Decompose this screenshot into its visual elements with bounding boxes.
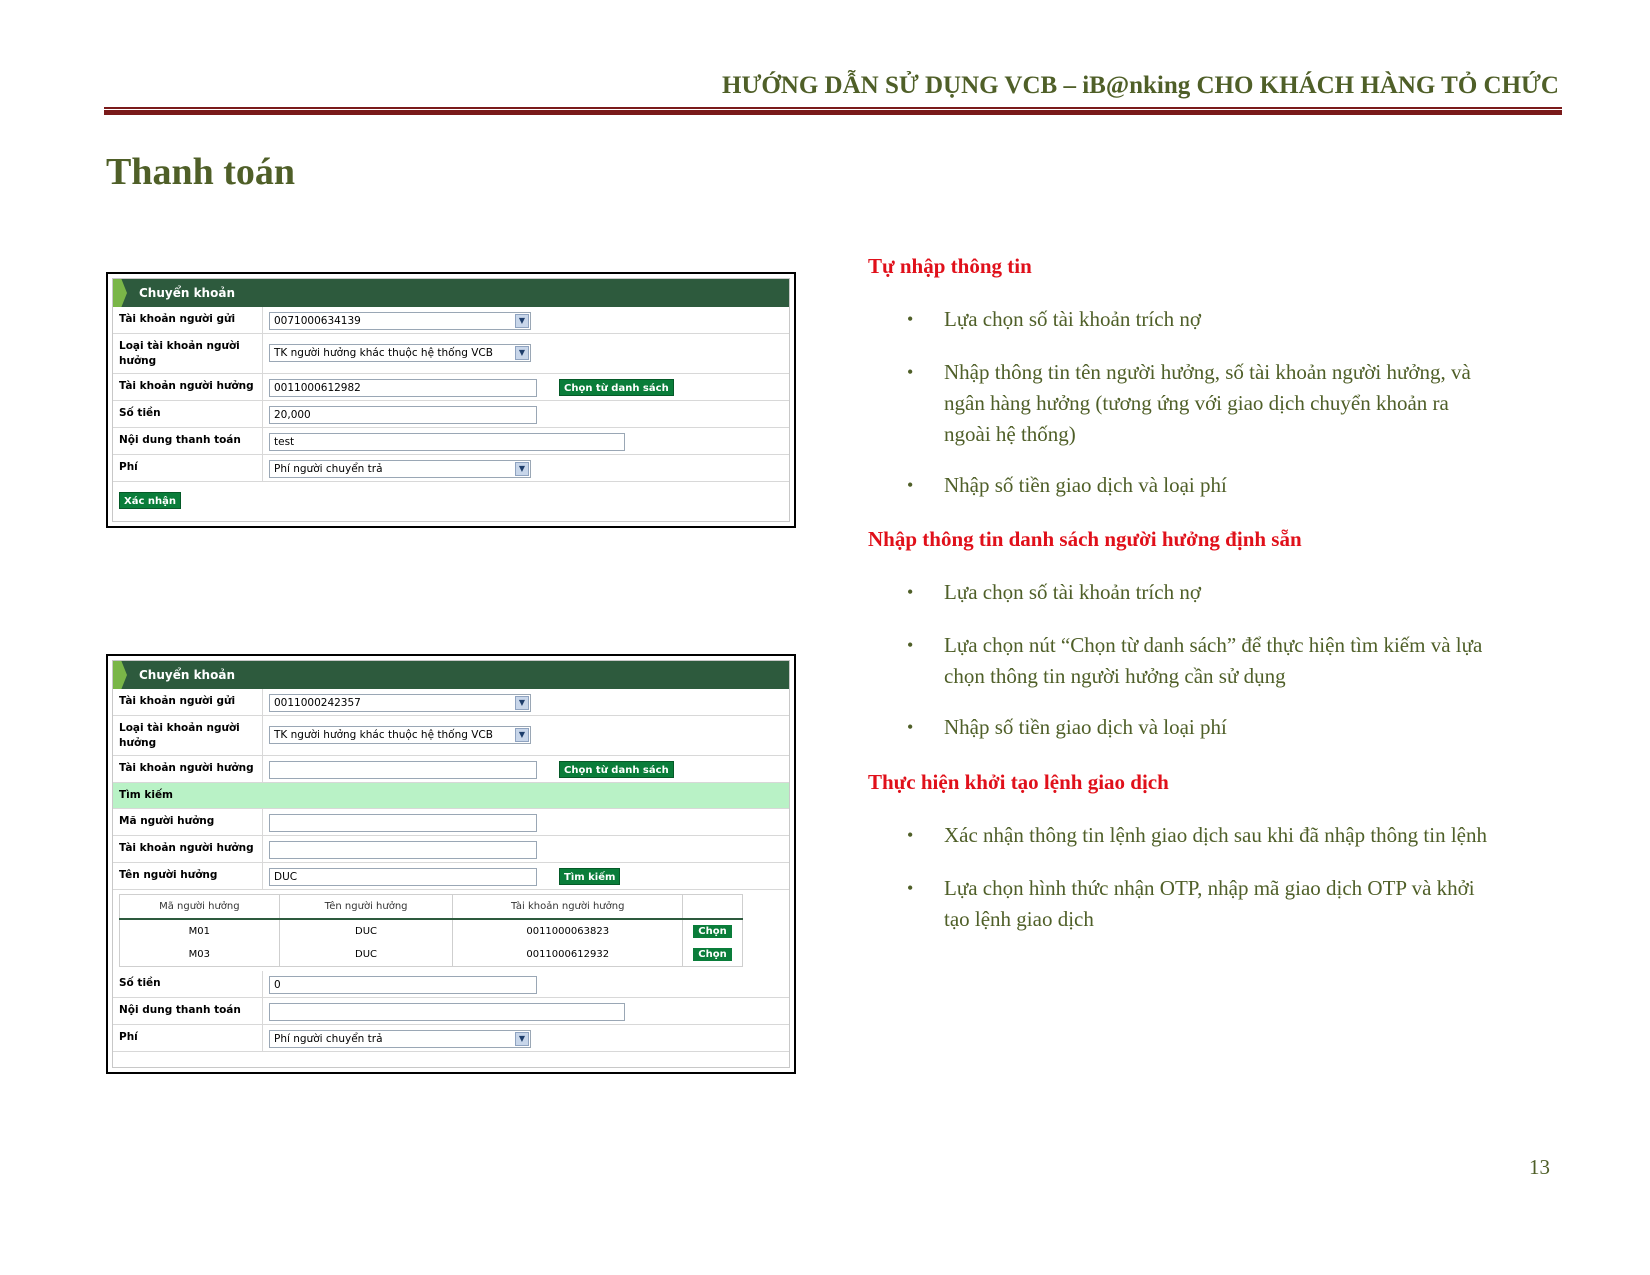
chevron-down-icon: ▼: [515, 462, 529, 476]
column-header: [683, 895, 743, 919]
beneficiary-account-cell: 0011000063823: [453, 919, 683, 943]
chevron-down-icon: ▼: [515, 728, 529, 742]
bullet-text: chọn thông tin người hưởng cần sử dụng: [944, 664, 1286, 688]
panel-title: Chuyển khoản: [139, 286, 235, 300]
bullet-text: Lựa chọn hình thức nhận OTP, nhập mã giao dịch OTP và khởi: [944, 876, 1475, 900]
beneficiary-type-select[interactable]: [269, 344, 531, 362]
beneficiary-account-input[interactable]: 0011000612982: [269, 379, 537, 397]
bullet-text: ngoài hệ thống): [944, 422, 1076, 446]
beneficiary-name-label: Tên người hưởng: [113, 863, 263, 889]
beneficiary-code-row: [113, 809, 789, 836]
chevron-down-icon: ▼: [515, 314, 529, 328]
transfer-form-screenshot-1: [106, 272, 796, 528]
sender-account-value: 0071000634139: [274, 315, 361, 327]
beneficiary-type-row: [113, 334, 789, 374]
table-row: [120, 919, 743, 943]
fee-value: Phí người chuyển trả: [274, 1033, 383, 1045]
page-number: 13: [1529, 1155, 1550, 1179]
payment-content-row: [113, 428, 789, 455]
action-cell: [683, 919, 743, 943]
bullet-text: Lựa chọn nút “Chọn từ danh sách” để thực hiện tìm kiếm và lựa: [944, 633, 1483, 657]
confirm-button[interactable]: Xác nhận: [119, 492, 181, 509]
column-header: Tài khoản người hưởng: [453, 895, 683, 919]
fee-label: Phí: [113, 1025, 263, 1051]
bullet-text: Nhập số tiền giao dịch và loại phí: [944, 473, 1227, 497]
sender-account-row: [113, 307, 789, 334]
beneficiary-name-cell: DUC: [279, 943, 453, 967]
header-rule-thin: [104, 107, 1562, 109]
beneficiary-account-input[interactable]: [269, 761, 537, 779]
search-account-input[interactable]: [269, 841, 537, 859]
select-row-button[interactable]: Chọn: [693, 925, 731, 938]
column-header: Mã người hưởng: [120, 895, 280, 919]
beneficiary-account-row: [113, 756, 789, 783]
bullet-icon: •: [907, 362, 914, 382]
bullet-text: tạo lệnh giao dịch: [944, 907, 1094, 931]
beneficiary-name-row: [113, 863, 789, 890]
fee-select[interactable]: [269, 1030, 531, 1048]
beneficiary-type-label: Loại tài khoản người hưởng: [113, 716, 263, 755]
beneficiary-code-cell: M03: [120, 943, 280, 967]
chevron-down-icon: ▼: [515, 696, 529, 710]
panel-header: [113, 661, 789, 689]
section-title: Thanh toán: [106, 151, 296, 193]
beneficiary-account-row: [113, 374, 789, 401]
heading-predefined-list: Nhập thông tin danh sách người hưởng định sẵn: [868, 527, 1302, 551]
bullet-text: Lựa chọn số tài khoản trích nợ: [944, 580, 1201, 604]
panel-tab-icon: [113, 661, 127, 689]
amount-input[interactable]: 0: [269, 976, 537, 994]
fee-row: [113, 1025, 789, 1052]
beneficiary-results-table: [119, 894, 743, 967]
column-header: Tên người hưởng: [279, 895, 453, 919]
fee-label: Phí: [113, 455, 263, 481]
fee-select[interactable]: [269, 460, 531, 478]
beneficiary-account-label: Tài khoản người hưởng: [113, 374, 263, 400]
amount-row: [113, 971, 789, 998]
bullet-icon: •: [907, 309, 914, 329]
panel-title: Chuyển khoản: [139, 668, 235, 682]
amount-row: [113, 401, 789, 428]
beneficiary-name-cell: DUC: [279, 919, 453, 943]
bullet-text: Lựa chọn số tài khoản trích nợ: [944, 307, 1201, 331]
beneficiary-account-cell: 0011000612932: [453, 943, 683, 967]
header-title: HƯỚNG DẪN SỬ DỤNG VCB – iB@nking CHO KHÁCH HÀNG TỎ CHỨC: [722, 72, 1559, 99]
bullet-icon: •: [907, 475, 914, 495]
heading-create-order: Thực hiện khởi tạo lệnh giao dịch: [868, 770, 1169, 794]
bullet-text: Nhập số tiền giao dịch và loại phí: [944, 715, 1227, 739]
beneficiary-type-row: [113, 716, 789, 756]
bullet-icon: •: [907, 582, 914, 602]
sender-account-label: Tài khoản người gửi: [113, 689, 263, 715]
table-row: [120, 943, 743, 967]
choose-from-list-button[interactable]: Chọn từ danh sách: [559, 379, 674, 396]
bullet-text: Xác nhận thông tin lệnh giao dịch sau khi đã nhập thông tin lệnh: [944, 823, 1487, 847]
beneficiary-type-select[interactable]: [269, 726, 531, 744]
beneficiary-type-value: TK người hưởng khác thuộc hệ thống VCB: [274, 347, 493, 359]
action-cell: [683, 943, 743, 967]
beneficiary-type-value: TK người hưởng khác thuộc hệ thống VCB: [274, 729, 493, 741]
bullet-icon: •: [907, 635, 914, 655]
bullet-icon: •: [907, 717, 914, 737]
choose-from-list-button[interactable]: Chọn từ danh sách: [559, 761, 674, 778]
transfer-form-screenshot-2: [106, 654, 796, 1074]
fee-value: Phí người chuyển trả: [274, 463, 383, 475]
search-section-header: Tìm kiếm: [113, 783, 789, 809]
beneficiary-code-label: Mã người hưởng: [113, 809, 263, 835]
panel-tab-icon: [113, 279, 127, 307]
payment-content-input[interactable]: [269, 1003, 625, 1021]
sender-account-select[interactable]: [269, 312, 531, 330]
beneficiary-code-input[interactable]: [269, 814, 537, 832]
beneficiary-account-label: Tài khoản người hưởng: [113, 756, 263, 782]
table-header-row: [120, 895, 743, 919]
sender-account-select[interactable]: [269, 694, 531, 712]
payment-content-label: Nội dung thanh toán: [113, 998, 263, 1024]
bullet-text: Nhập thông tin tên người hưởng, số tài khoản người hưởng, và: [944, 360, 1471, 384]
search-button[interactable]: Tìm kiếm: [559, 868, 620, 885]
panel-header: [113, 279, 789, 307]
payment-content-label: Nội dung thanh toán: [113, 428, 263, 454]
payment-content-input[interactable]: test: [269, 433, 625, 451]
beneficiary-code-cell: M01: [120, 919, 280, 943]
page-header: [104, 72, 1559, 104]
payment-content-row: [113, 998, 789, 1025]
fee-row: [113, 455, 789, 482]
header-rule-thick: [104, 110, 1562, 115]
select-row-button[interactable]: Chọn: [693, 948, 731, 961]
amount-label: Số tiền: [113, 971, 263, 997]
chevron-down-icon: ▼: [515, 1032, 529, 1046]
bullet-icon: •: [907, 825, 914, 845]
chevron-down-icon: ▼: [515, 346, 529, 360]
heading-self-input: Tự nhập thông tin: [868, 254, 1032, 278]
beneficiary-name-input[interactable]: DUC: [269, 868, 537, 886]
search-account-row: [113, 836, 789, 863]
bullet-icon: •: [907, 878, 914, 898]
search-account-label: Tài khoản người hưởng: [113, 836, 263, 862]
sender-account-value: 0011000242357: [274, 697, 361, 709]
confirm-row: [113, 482, 789, 516]
amount-label: Số tiền: [113, 401, 263, 427]
beneficiary-type-label: Loại tài khoản người hưởng: [113, 334, 263, 373]
sender-account-row: [113, 689, 789, 716]
sender-account-label: Tài khoản người gửi: [113, 307, 263, 333]
amount-input[interactable]: 20,000: [269, 406, 537, 424]
bullet-text: ngân hàng hưởng (tương ứng với giao dịch chuyển khoản ra: [944, 391, 1449, 415]
